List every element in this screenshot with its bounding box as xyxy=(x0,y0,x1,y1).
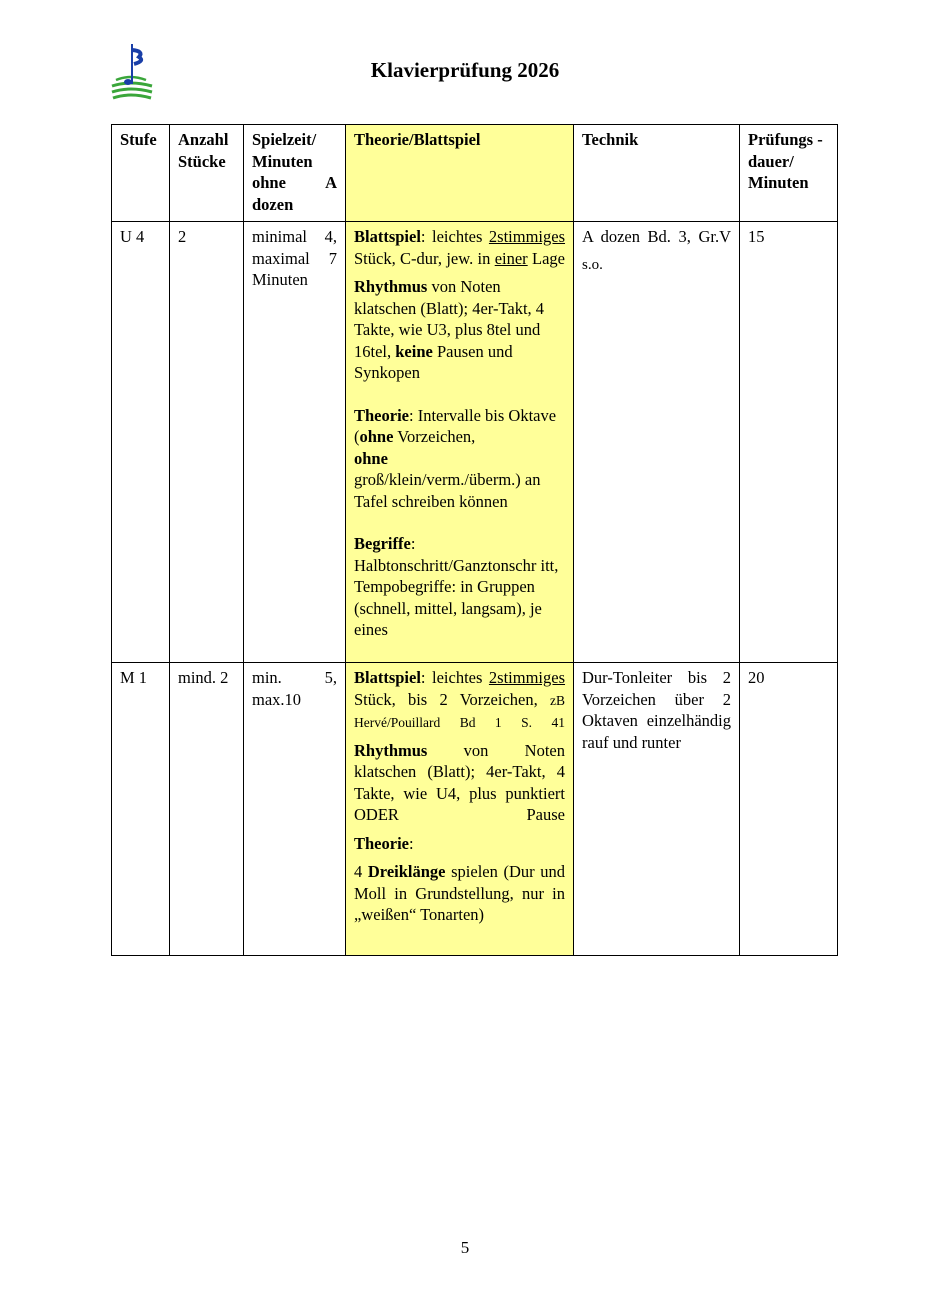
theorie-paragraph: Theorie: Intervalle bis Oktave (ohne Vorzeichen, ohne groß/klein/verm./überm.) an Tafel schreiben können xyxy=(354,405,557,511)
cell-theorie-blattspiel xyxy=(346,663,574,956)
page-number: 5 xyxy=(460,1238,470,1257)
table-row xyxy=(112,663,838,956)
cell-anzahl: mind. 2 xyxy=(170,663,244,956)
cell-dauer: 20 xyxy=(740,663,838,956)
cell-anzahl: 2 xyxy=(170,222,244,663)
cell-spielzeit: minimal 4, maximal 7 Minuten xyxy=(244,222,346,663)
cell-stufe: U 4 xyxy=(112,222,170,663)
dreiklaenge-paragraph: 4 Dreiklänge spielen (Dur und Moll in Grundstellung, nur in „weißen“ Tonarten) xyxy=(354,862,566,924)
header-dauer: Prüfungs -dauer/ Minuten xyxy=(740,125,838,222)
rhythmus-paragraph: Rhythmus von Noten klatschen (Blatt); 4er-Takt, 4 Takte, wie U3, plus 8tel und 16tel, keine Pausen und Synkopen xyxy=(354,277,545,382)
begriffe-paragraph: Begriffe: Halbtonschritt/Ganztonschr itt, Tempobegriffe: in Gruppen (schnell, mittel, langsam), je eines xyxy=(354,534,559,639)
header-anzahl: Anzahl Stücke xyxy=(170,125,244,222)
cell-technik xyxy=(574,663,740,956)
technik-note: s.o. xyxy=(582,256,603,273)
cell-dauer: 15 xyxy=(740,222,838,663)
technik-text: A dozen Bd. 3, Gr.V xyxy=(582,227,731,246)
blattspiel-paragraph: Blattspiel: leichtes 2stimmiges Stück, bis 2 Vorzeichen, zB Hervé/Pouillard Bd 1 S. 41 xyxy=(354,668,566,730)
cell-technik xyxy=(574,222,740,663)
page-title: Klavierprüfung 2026 xyxy=(370,58,560,82)
exam-requirements-table xyxy=(111,124,838,956)
cell-theorie-blattspiel xyxy=(346,222,574,663)
rhythmus-paragraph: Rhythmus von Noten klatschen (Blatt); 4er-Takt, 4 Takte, wie U4, plus punktiert ODER Pause xyxy=(354,740,565,824)
table-row xyxy=(112,222,838,663)
blattspiel-paragraph: Blattspiel: leichtes 2stimmiges Stück, C-dur, jew. in einer Lage xyxy=(354,227,566,268)
header-technik: Technik xyxy=(574,125,740,222)
table-header-row xyxy=(112,125,838,222)
header-stufe: Stufe xyxy=(112,125,170,222)
technik-text: Dur-Tonleiter bis 2 Vorzeichen über 2 Oktaven einzelhändig rauf und runter xyxy=(582,668,731,752)
header-theorie: Theorie/Blattspiel xyxy=(346,125,574,222)
header-spielzeit: Spielzeit/ Minuten ohne A dozen xyxy=(244,125,346,222)
cell-spielzeit: min. 5, max.10 xyxy=(244,663,346,956)
theorie-paragraph: Theorie: xyxy=(354,833,414,853)
cell-stufe: M 1 xyxy=(112,663,170,956)
